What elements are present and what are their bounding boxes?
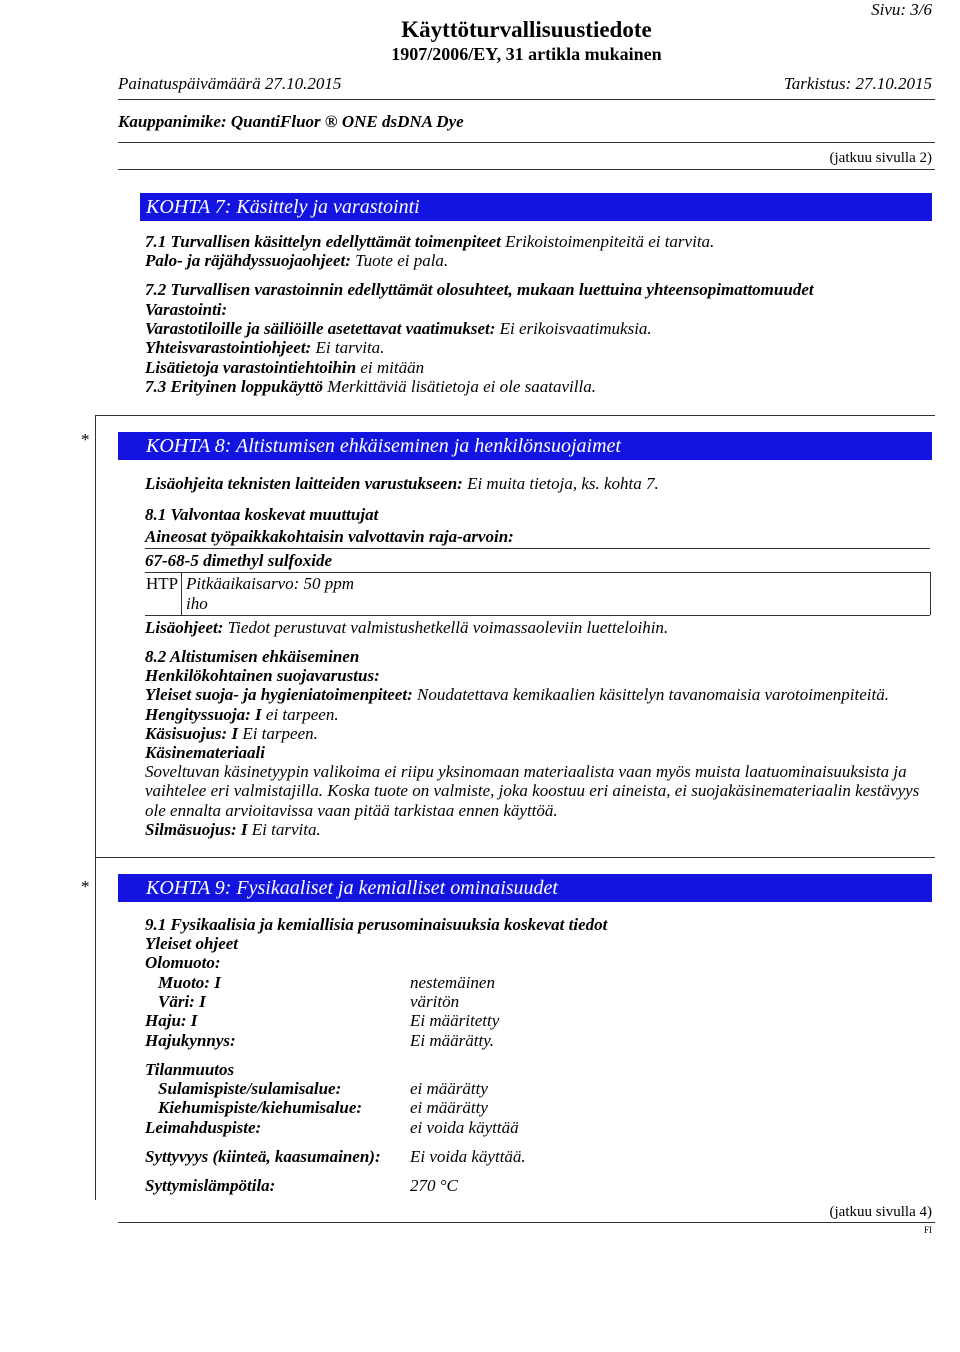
appearance-title: Olomuoto: — [145, 953, 221, 972]
row-label: 7.1 Turvallisen käsittelyn edellyttämät toimenpiteet — [145, 232, 501, 251]
property-value: ei määrätty — [410, 1098, 488, 1117]
section-7-row — [145, 232, 714, 251]
property-value: ei voida käyttää — [410, 1118, 519, 1137]
language-code: FI — [923, 1225, 932, 1235]
property-value: 270 °C — [410, 1176, 458, 1195]
change-bar — [95, 857, 96, 1200]
row-value: ei tarpeen. — [265, 705, 339, 724]
print-date: Painatuspäivämäärä 27.10.2015 — [118, 74, 342, 93]
property-value: Ei määritetty — [410, 1011, 500, 1030]
page-number: Sivu: 3/6 — [871, 0, 932, 19]
section-7-heading: KOHTA 7: Käsittely ja varastointi — [140, 193, 932, 221]
section-7-row — [145, 319, 652, 338]
exposure-title: 8.2 Altistumisen ehkäiseminen — [145, 647, 360, 666]
eye-protection — [145, 820, 321, 839]
row-value: ei mitään — [360, 358, 425, 377]
document-subtitle: 1907/2006/EY, 31 artikla mukainen — [391, 44, 662, 64]
property-label: Hajukynnys: — [145, 1031, 236, 1050]
section-9-heading: KOHTA 9: Fysikaaliset ja kemialliset ominaisuudet — [118, 874, 932, 902]
section-7-row — [145, 377, 596, 396]
table-rule — [145, 548, 930, 549]
table-border — [930, 572, 931, 615]
section-rule — [118, 169, 935, 170]
continued-from: (jatkuu sivulla 2) — [829, 150, 932, 166]
continued-to: (jatkuu sivulla 4) — [829, 1204, 932, 1220]
row-value: Ei tarvita. — [251, 820, 321, 839]
state-change-title: Tilanmuutos — [145, 1060, 235, 1079]
row-value: Noudatettava kemikaalien käsittelyn tavanomaisia varotoimenpiteitä. — [416, 685, 889, 704]
header-rule — [118, 99, 935, 100]
section-rule — [95, 857, 935, 858]
row-value: Ei tarpeen. — [242, 724, 318, 743]
ppe-row — [145, 685, 889, 704]
section-7-row — [145, 358, 424, 377]
trade-name: Kauppanimike: QuantiFluor ® ONE dsDNA Dye — [118, 112, 464, 131]
header-rule — [118, 142, 935, 143]
row-value: Merkittäviä lisätietoja ei ole saatavilla. — [327, 377, 596, 396]
glove-text-line: vaihtelee eri valmistajilla. Koska tuote on valmiste, joka koostuu eri aineista, ei suojakäsinemateriaalin kestävyys — [145, 781, 920, 800]
limit-value: Pitkäaikaisarvo: 50 ppm — [186, 574, 355, 593]
limit-type: HTP — [146, 574, 179, 593]
row-value: Tuote ei pala. — [355, 251, 449, 270]
glove-text-line: ole ennalta arvioitavissa vaan pitää tarkistaa ennen käyttöä. — [145, 801, 558, 820]
row-value: Ei muita tietoja, ks. kohta 7. — [467, 474, 659, 493]
row-label: Palo- ja räjähdyssuojaohjeet: — [145, 251, 351, 270]
property-value: nestemäinen — [410, 973, 495, 992]
revision-date: Tarkistus: 27.10.2015 — [783, 74, 932, 93]
section-7-row — [145, 280, 814, 299]
basic-properties-title: 9.1 Fysikaalisia ja kemiallisia perusominaisuuksia koskevat tiedot — [145, 915, 608, 934]
row-label: Varastointi: — [145, 300, 228, 319]
property-value: Ei voida käyttää. — [410, 1147, 526, 1166]
general-title: Yleiset ohjeet — [145, 934, 239, 953]
row-label: 7.2 Turvallisen varastoinnin edellyttämät olosuhteet, mukaan luettuina yhteensopimattomuudet — [145, 280, 814, 299]
section-7-row — [145, 300, 227, 319]
table-rule — [145, 572, 930, 573]
property-value: ei määrätty — [410, 1079, 488, 1098]
row-label: Käsisuojus: I — [145, 724, 239, 743]
row-value: Ei tarvita. — [315, 338, 385, 357]
row-label: Lisäohjeita teknisten laitteiden varustukseen: — [145, 474, 463, 493]
change-bar — [95, 415, 96, 857]
property-label: Muoto: I — [158, 973, 221, 992]
table-divider — [181, 572, 182, 615]
limits-title: Aineosat työpaikkakohtaisin valvottavin raja-arvoin: — [145, 527, 514, 546]
row-label: Silmäsuojus: I — [145, 820, 248, 839]
property-label: Väri: I — [158, 992, 206, 1011]
ppe-row — [145, 724, 318, 743]
row-value: Erikoistoimenpiteitä ei tarvita. — [505, 232, 715, 251]
glove-text-line: Soveltuvan käsinetyypin valikoima ei riipu yksinomaan materiaalista vaan myös muista laatuominaisuuksista ja — [145, 762, 907, 781]
section-7-row — [145, 338, 384, 357]
property-value: väritön — [410, 992, 460, 1011]
property-value: Ei määrätty. — [410, 1031, 495, 1050]
engineering-controls — [145, 474, 659, 493]
property-label: Syttyvyys (kiinteä, kaasumainen): — [145, 1147, 381, 1166]
table-rule — [145, 615, 930, 616]
row-label: Yleiset suoja- ja hygieniatoimenpiteet: — [145, 685, 413, 704]
control-params-title: 8.1 Valvontaa koskevat muuttujat — [145, 505, 379, 524]
footer-rule — [118, 1222, 935, 1223]
glove-title: Käsinemateriaali — [145, 743, 265, 762]
change-marker: * — [81, 430, 90, 449]
property-label: Sulamispiste/sulamisalue: — [158, 1079, 342, 1098]
section-rule — [95, 415, 935, 416]
row-label: Varastotiloille ja säiliöille asetettavat vaatimukset: — [145, 319, 496, 338]
row-label: Hengityssuoja: I — [145, 705, 262, 724]
row-label: Lisäohjeet: — [145, 618, 224, 637]
property-label: Haju: I — [145, 1011, 198, 1030]
document-title: Käyttöturvallisuustiedote — [401, 17, 652, 42]
row-value: Ei erikoisvaatimuksia. — [499, 319, 652, 338]
limit-note: iho — [186, 594, 208, 613]
ppe-row — [145, 705, 339, 724]
section-7-row — [145, 251, 448, 270]
property-label: Leimahduspiste: — [145, 1118, 262, 1137]
row-value: Tiedot perustuvat valmistushetkellä voimassaoleviin luetteloihin. — [227, 618, 669, 637]
property-label: Syttymislämpötila: — [145, 1176, 276, 1195]
row-label: Yhteisvarastointiohjeet: — [145, 338, 312, 357]
change-marker: * — [81, 877, 90, 896]
substance-name: 67-68-5 dimethyl sulfoxide — [145, 551, 332, 570]
row-label: 7.3 Erityinen loppukäyttö — [145, 377, 324, 396]
additional-info — [145, 618, 668, 637]
property-label: Kiehumispiste/kiehumisalue: — [158, 1098, 363, 1117]
section-8-heading: KOHTA 8: Altistumisen ehkäiseminen ja henkilönsuojaimet — [118, 432, 932, 460]
row-label: Lisätietoja varastointiehtoihin — [145, 358, 357, 377]
ppe-title: Henkilökohtainen suojavarustus: — [145, 666, 380, 685]
